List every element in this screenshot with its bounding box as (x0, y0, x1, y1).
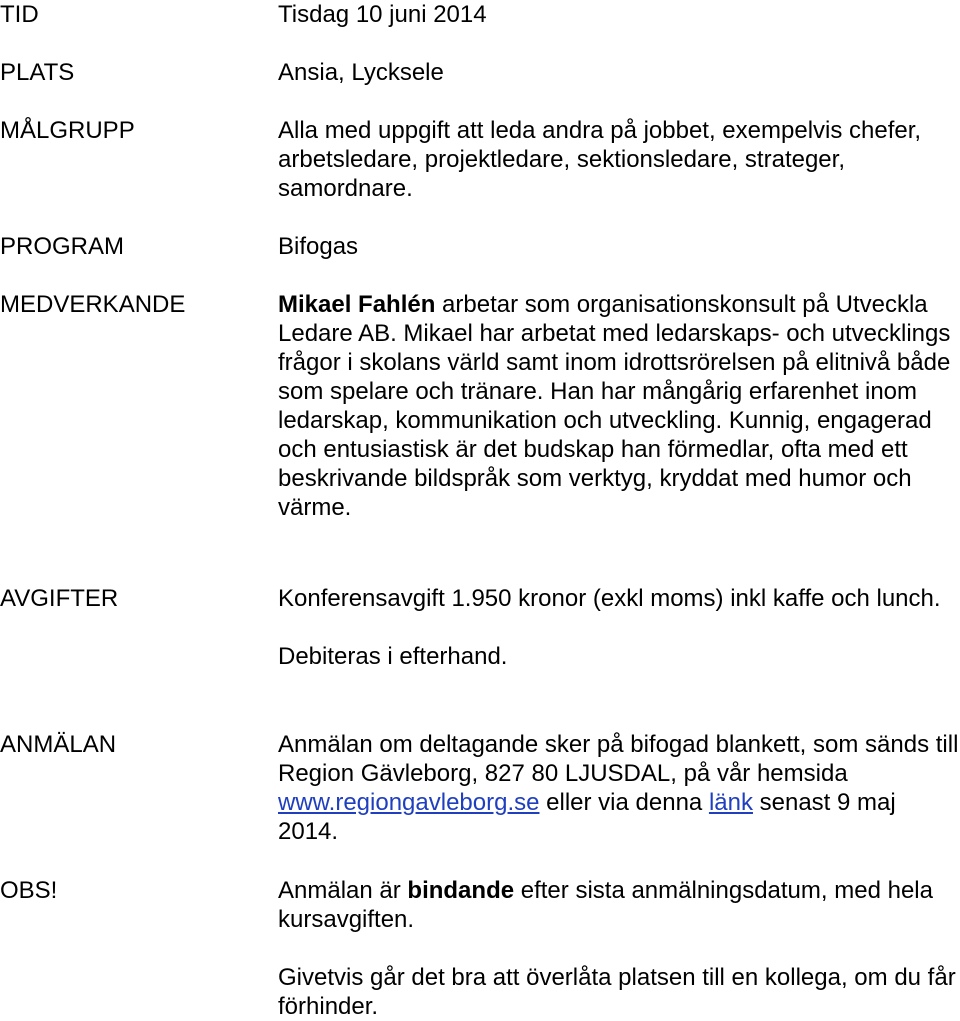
registration-text-start: Anmälan om deltagande sker på bifogad blankett, som sänds till Region Gävleborg, 827 80 LJUSDAL, på vår hemsida (278, 731, 959, 787)
label-avgifter: AVGIFTER (0, 585, 119, 612)
registration-text-end: senast 9 maj 2014. (278, 789, 896, 845)
registration-link[interactable]: länk (708, 789, 753, 816)
registration-text (278, 730, 960, 846)
location-text: Ansia, Lycksele (278, 59, 444, 86)
label-tid: TID (0, 1, 39, 28)
billing-text: Debiteras i efterhand. (278, 643, 508, 670)
registration-text-middle: eller via denna (539, 789, 709, 816)
binding-note (278, 876, 960, 934)
value-medverkande (278, 290, 960, 522)
label-program: PROGRAM (0, 233, 125, 260)
transfer-note: Givetvis går det bra att överlåta platsen till en kollega, om du får förhinder. (278, 964, 956, 1020)
value-malgrupp (278, 116, 960, 203)
target-group-text: Alla med uppgift att leda andra på jobbet, exempelvis chefer, arbetsledare, projektledare, sektionsledare, strateger, samordnare. (278, 117, 922, 202)
fee-text: Konferensavgift 1.950 kronor (exkl moms) inkl kaffe och lunch. (278, 585, 941, 612)
binding-note-start: Anmälan är (278, 877, 408, 904)
value-tid (278, 0, 960, 29)
website-link[interactable]: www.regiongavleborg.se (278, 789, 540, 816)
participant-bio-text: arbetar som organisationskonsult på Utveckla Ledare AB. Mikael har arbetat med ledarskaps- och utvecklings frågor i skolans värld samt inom idrottsrörelsen på elitnivå både som spelare och tränare. Han har mångårig erfarenhet inom ledarskap, kommunikation och utveckling. Kunnig, engagerad och entusiastisk är det budskap han förmedlar, ofta med ett beskrivande bildspråk som verktyg, kryddat med humor och värme. (278, 291, 951, 521)
value-avgifter (278, 584, 960, 671)
label-anmalan: ANMÄLAN (0, 731, 117, 758)
value-obs (278, 876, 960, 1021)
date-text: Tisdag 10 juni 2014 (278, 1, 487, 28)
label-malgrupp: MÅLGRUPP (0, 117, 135, 144)
label-obs: OBS! (0, 877, 58, 904)
value-plats (278, 58, 960, 87)
binding-note-end: efter sista anmälningsdatum, med hela kursavgiften. (278, 877, 933, 933)
participant-name: Mikael Fahlén (278, 291, 436, 318)
label-plats: PLATS (0, 59, 75, 86)
label-medverkande: MEDVERKANDE (0, 291, 186, 318)
value-anmalan (278, 730, 960, 846)
program-text: Bifogas (278, 233, 359, 260)
value-program (278, 232, 960, 261)
binding-emphasis: bindande (407, 877, 515, 904)
participant-bio (278, 290, 960, 522)
